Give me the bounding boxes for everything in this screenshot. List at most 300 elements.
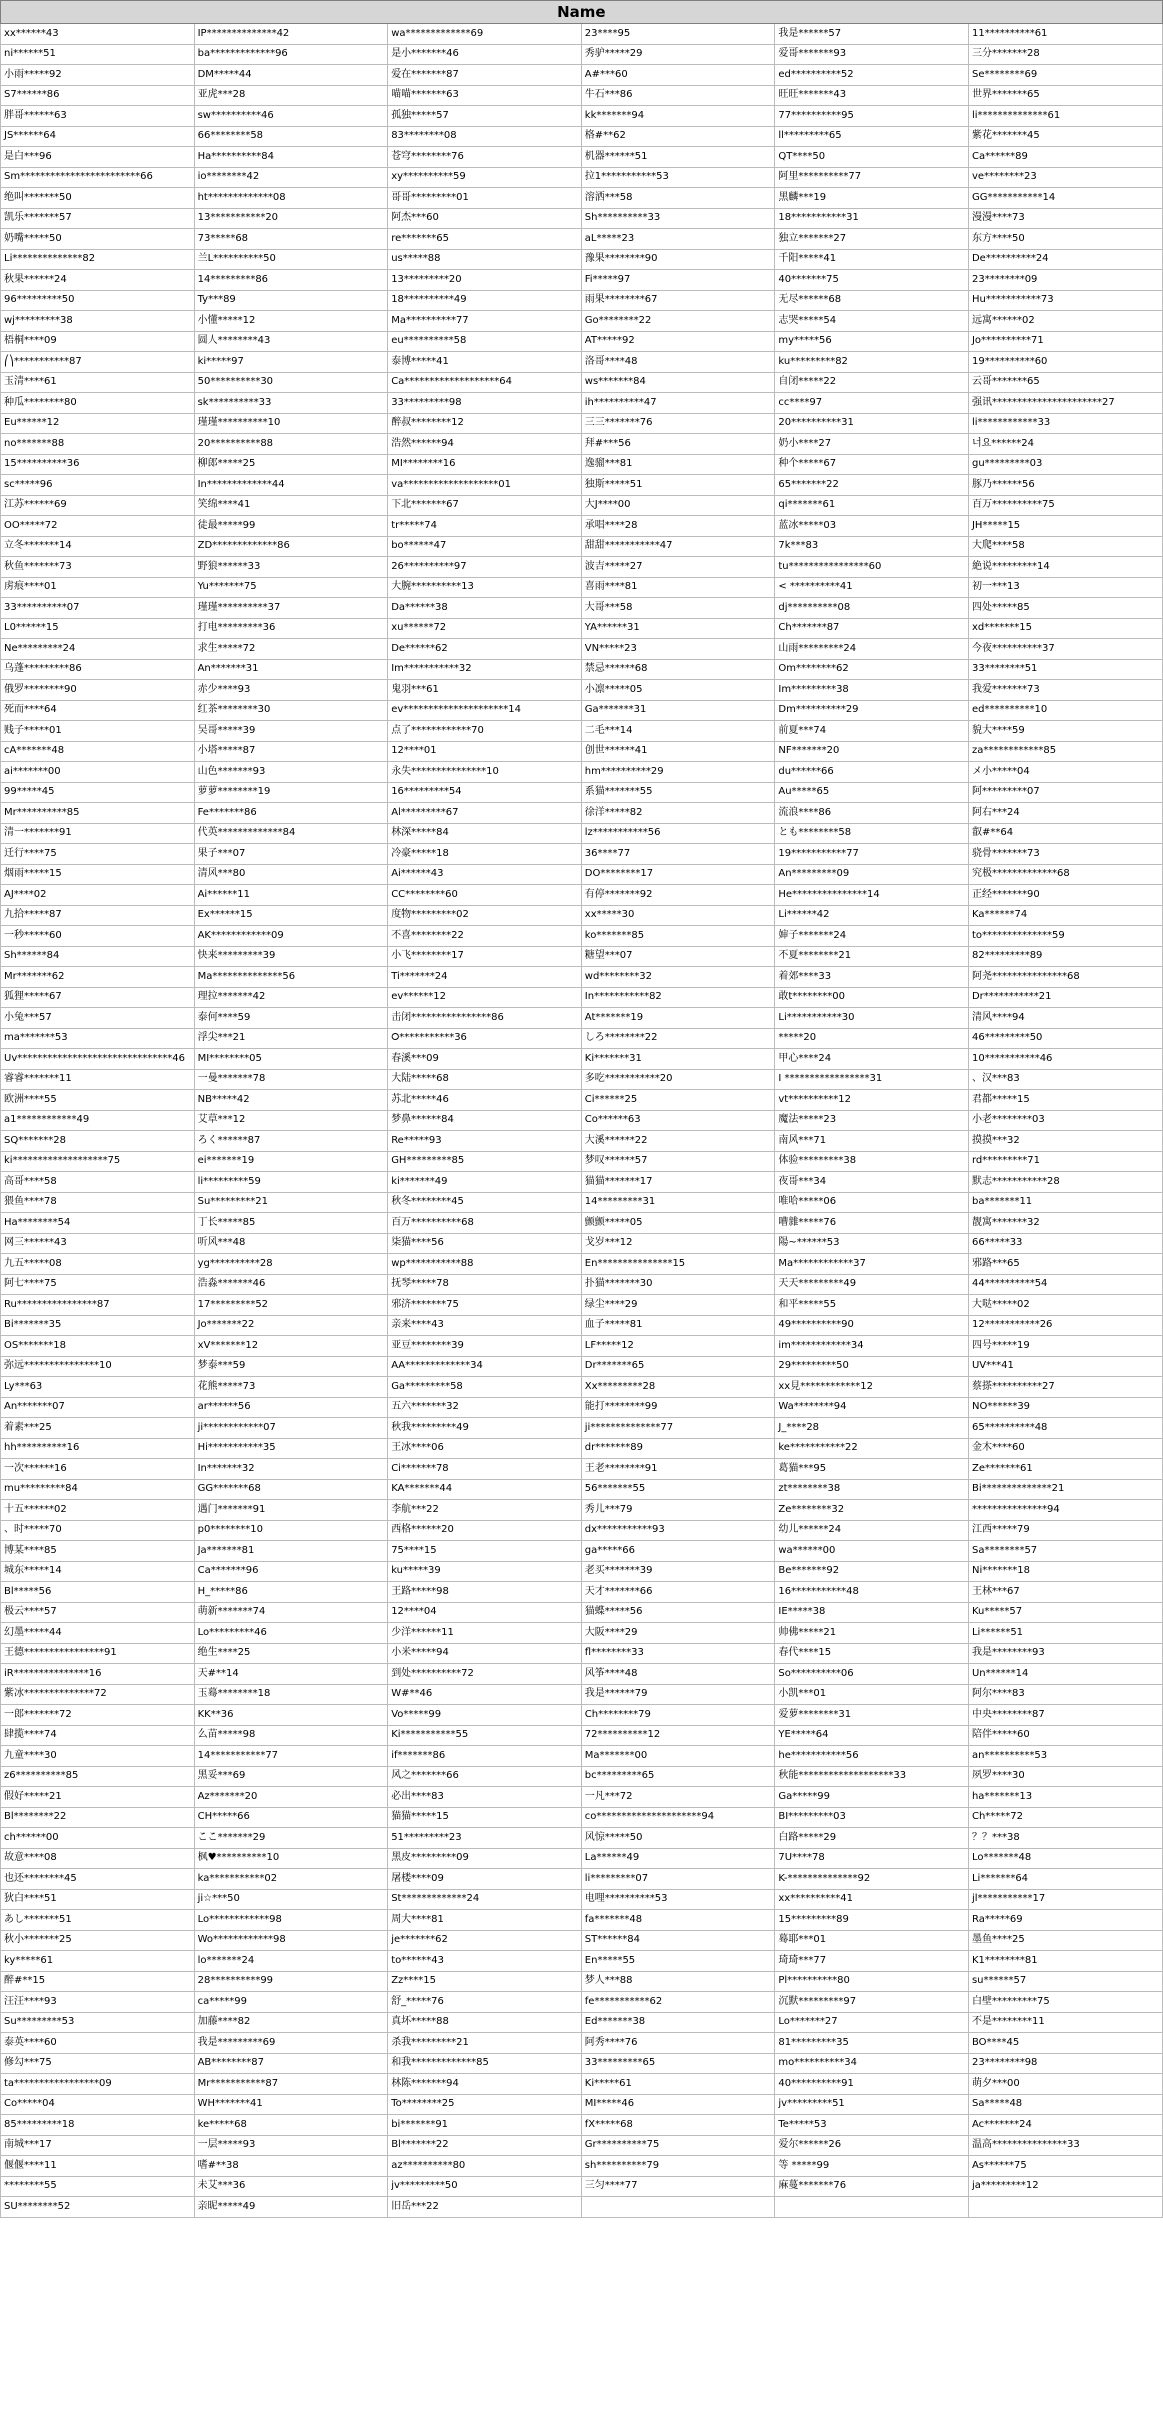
name-cell: xx見************12 <box>775 1377 969 1398</box>
name-cell: Sh******84 <box>1 946 195 967</box>
name-cell: 清风****94 <box>968 1008 1162 1029</box>
name-cell: 云哥*******65 <box>968 372 1162 393</box>
name-cell: mo**********34 <box>775 2053 969 2074</box>
name-cell: 大陆*****68 <box>388 1069 582 1090</box>
name-cell: Ha********54 <box>1 1213 195 1234</box>
table-row <box>1 331 1163 352</box>
table-row <box>1 1971 1163 1992</box>
name-cell: 83********08 <box>388 126 582 147</box>
name-cell: ga*****66 <box>581 1541 775 1562</box>
name-cell: 秀驴*****29 <box>581 44 775 65</box>
name-cell: 独立*******27 <box>775 229 969 250</box>
name-cell: 唯哈*****06 <box>775 1192 969 1213</box>
name-cell: Ga*******31 <box>581 700 775 721</box>
name-cell: 葛猫***95 <box>775 1459 969 1480</box>
name-cell: 56*******55 <box>581 1479 775 1500</box>
name-cell: ba*************96 <box>194 44 388 65</box>
name-cell: 16*********54 <box>388 782 582 803</box>
name-cell: 75****15 <box>388 1541 582 1562</box>
name-cell: 风惊*****50 <box>581 1828 775 1849</box>
name-cell: my*****56 <box>775 331 969 352</box>
name-cell: 风筝****48 <box>581 1664 775 1685</box>
name-cell: 清风***80 <box>194 864 388 885</box>
name-cell: 中央********87 <box>968 1705 1162 1726</box>
name-cell: 王老********91 <box>581 1459 775 1480</box>
name-cell: xx******43 <box>1 24 195 45</box>
name-cell: Bl*******22 <box>388 2135 582 2156</box>
table-row <box>1 1520 1163 1541</box>
name-cell: GG***********14 <box>968 188 1162 209</box>
table-row <box>1 2074 1163 2095</box>
name-cell: Sh**********33 <box>581 208 775 229</box>
name-cell: 喵喵*******63 <box>388 85 582 106</box>
name-cell: qi*******61 <box>775 495 969 516</box>
name-cell: Jo**********71 <box>968 331 1162 352</box>
table-row <box>1 1233 1163 1254</box>
name-cell: 沉默*********97 <box>775 1992 969 2013</box>
name-cell: 7U****78 <box>775 1848 969 1869</box>
name-cell: De******62 <box>388 639 582 660</box>
name-cell: 秋能*******************33 <box>775 1766 969 1787</box>
name-cell: *****20 <box>775 1028 969 1049</box>
name-cell: 梧桐****09 <box>1 331 195 352</box>
table-row <box>1 2053 1163 2074</box>
name-cell: Ai******43 <box>388 864 582 885</box>
name-cell: 骁骨*******73 <box>968 844 1162 865</box>
name-cell: Ti*******24 <box>388 967 582 988</box>
name-cell: 风之*******66 <box>388 1766 582 1787</box>
name-cell: ai*******00 <box>1 762 195 783</box>
name-cell: Im*********38 <box>775 680 969 701</box>
name-cell: no*******88 <box>1 434 195 455</box>
name-cell: xd*******15 <box>968 618 1162 639</box>
name-cell: MI********05 <box>194 1049 388 1070</box>
name-cell: 29*********50 <box>775 1356 969 1377</box>
table-row <box>1 2135 1163 2156</box>
table-row <box>1 1848 1163 1869</box>
name-cell: 幼儿******24 <box>775 1520 969 1541</box>
name-cell: 野狼******33 <box>194 557 388 578</box>
name-cell: Ga*****99 <box>775 1787 969 1808</box>
name-cell: 必出****83 <box>388 1787 582 1808</box>
name-cell: bi*******91 <box>388 2115 582 2136</box>
name-cell: xu******72 <box>388 618 582 639</box>
name-cell: 醉#**15 <box>1 1971 195 1992</box>
name-cell: 亲来****43 <box>388 1315 582 1336</box>
name-cell: 小老********03 <box>968 1110 1162 1131</box>
name-cell: ⎛⎞***********87 <box>1 352 195 373</box>
name-cell: 电哩**********53 <box>581 1889 775 1910</box>
table-row <box>1 249 1163 270</box>
name-cell: St*************24 <box>388 1889 582 1910</box>
name-cell: IE*****38 <box>775 1602 969 1623</box>
name-cell: 甲心****24 <box>775 1049 969 1070</box>
name-cell: 19***********77 <box>775 844 969 865</box>
table-row <box>1 106 1163 127</box>
table-row <box>1 126 1163 147</box>
name-cell: As******75 <box>968 2156 1162 2177</box>
table-row <box>1 1438 1163 1459</box>
table-row <box>1 24 1163 45</box>
name-cell: 邪路***65 <box>968 1254 1162 1275</box>
name-cell: Zz****15 <box>388 1971 582 1992</box>
table-row <box>1 844 1163 865</box>
name-cell: ⭘***********36 <box>388 1028 582 1049</box>
table-row <box>1 680 1163 701</box>
name-cell: bo******47 <box>388 536 582 557</box>
name-cell: 欧洲****55 <box>1 1090 195 1111</box>
name-cell: CH*****66 <box>194 1807 388 1828</box>
table-row <box>1 803 1163 824</box>
name-cell: 50**********30 <box>194 372 388 393</box>
name-cell: K-**************92 <box>775 1869 969 1890</box>
name-cell: az**********80 <box>388 2156 582 2177</box>
table-row <box>1 557 1163 578</box>
name-cell: L0******15 <box>1 618 195 639</box>
name-cell: ji************07 <box>194 1418 388 1439</box>
name-cell: kk*******94 <box>581 106 775 127</box>
name-cell: 戈岁***12 <box>581 1233 775 1254</box>
name-cell: 雨果********67 <box>581 290 775 311</box>
name-cell: 初一***13 <box>968 577 1162 598</box>
name-cell: 千阳*****41 <box>775 249 969 270</box>
name-cell: 立冬*******14 <box>1 536 195 557</box>
name-cell: 不是********11 <box>968 2012 1162 2033</box>
name-cell: 黑妥***69 <box>194 1766 388 1787</box>
name-cell: 20**********31 <box>775 413 969 434</box>
name-cell: ja*********12 <box>968 2176 1162 2197</box>
name-cell: 假好*****21 <box>1 1787 195 1808</box>
name-cell: Ga*********58 <box>388 1377 582 1398</box>
table-row <box>1 352 1163 373</box>
name-cell: Ra*****69 <box>968 1910 1162 1931</box>
name-cell: Wo************98 <box>194 1930 388 1951</box>
table-row <box>1 1910 1163 1931</box>
name-cell: 艾草***12 <box>194 1110 388 1131</box>
name-cell: 遇门*******91 <box>194 1500 388 1521</box>
name-cell: 小懂*****12 <box>194 311 388 332</box>
name-cell: ws*******84 <box>581 372 775 393</box>
name-cell: 五六*******32 <box>388 1397 582 1418</box>
table-row <box>1 1807 1163 1828</box>
name-cell: ji☆***50 <box>194 1889 388 1910</box>
name-cell: En***************15 <box>581 1254 775 1275</box>
name-cell: Vo*****99 <box>388 1705 582 1726</box>
name-cell: ********55 <box>1 2176 195 2197</box>
name-cell: Li*******64 <box>968 1869 1162 1890</box>
table-row <box>1 434 1163 455</box>
name-cell: ZD*************86 <box>194 536 388 557</box>
name-cell: 乌蓬*********86 <box>1 659 195 680</box>
name-cell: 77**********95 <box>775 106 969 127</box>
name-cell: Eu******12 <box>1 413 195 434</box>
name-cell: sk**********33 <box>194 393 388 414</box>
name-cell: 着素***25 <box>1 1418 195 1439</box>
name-cell: cA*******48 <box>1 741 195 762</box>
name-cell: AJ****02 <box>1 885 195 906</box>
name-cell: Ed*******38 <box>581 2012 775 2033</box>
name-cell: 15*********89 <box>775 1910 969 1931</box>
name-cell: 三三*******76 <box>581 413 775 434</box>
name-cell <box>775 2197 969 2218</box>
name-cell: re*******65 <box>388 229 582 250</box>
name-cell: 迁行****75 <box>1 844 195 865</box>
name-cell: 旺旺*******43 <box>775 85 969 106</box>
name-cell: Ru****************87 <box>1 1295 195 1316</box>
name-cell: 嗜#**38 <box>194 2156 388 2177</box>
name-cell: 13*********20 <box>388 270 582 291</box>
name-cell: 7k***83 <box>775 536 969 557</box>
table-row <box>1 1008 1163 1029</box>
name-cell: An*********09 <box>775 864 969 885</box>
name-cell: 爱哥*******93 <box>775 44 969 65</box>
name-cell: 大阪****29 <box>581 1623 775 1644</box>
name-cell: 徒最*****99 <box>194 516 388 537</box>
name-cell: 敢t********00 <box>775 987 969 1008</box>
name-cell: 瑾瑾**********10 <box>194 413 388 434</box>
name-cell: Ki***********55 <box>388 1725 582 1746</box>
name-cell: 山色*******93 <box>194 762 388 783</box>
name-cell: an**********53 <box>968 1746 1162 1767</box>
name-cell: K1********81 <box>968 1951 1162 1972</box>
name-cell: 秋小*******25 <box>1 1930 195 1951</box>
name-cell: 、时*****70 <box>1 1520 195 1541</box>
name-cell: 未艾***36 <box>194 2176 388 2197</box>
name-cell: 牛石***86 <box>581 85 775 106</box>
name-cell: jl***********17 <box>968 1889 1162 1910</box>
name-cell: So**********06 <box>775 1664 969 1685</box>
table-row <box>1 516 1163 537</box>
name-cell: 肆揽****74 <box>1 1725 195 1746</box>
name-cell: 兰L**********50 <box>194 249 388 270</box>
table-row <box>1 1397 1163 1418</box>
table-row <box>1 454 1163 475</box>
name-cell: Au*****65 <box>775 782 969 803</box>
name-cell: NB*****42 <box>194 1090 388 1111</box>
name-cell: 小凛*****05 <box>581 680 775 701</box>
name-cell: 黑皮*********09 <box>388 1848 582 1869</box>
name-cell: 靓寓*******32 <box>968 1213 1162 1234</box>
table-row <box>1 475 1163 496</box>
name-cell: At*******19 <box>581 1008 775 1029</box>
name-cell: 秀儿***79 <box>581 1500 775 1521</box>
name-cell: 梦泰***59 <box>194 1356 388 1377</box>
name-cell: 徐洋*****82 <box>581 803 775 824</box>
name-cell: 前夏***74 <box>775 721 969 742</box>
name-cell: H_*****86 <box>194 1582 388 1603</box>
name-cell: NF*******20 <box>775 741 969 762</box>
name-cell: 66*****33 <box>968 1233 1162 1254</box>
name-cell: 究极*************68 <box>968 864 1162 885</box>
name-cell: 抚琴*****78 <box>388 1274 582 1295</box>
name-cell: 絶说*********14 <box>968 557 1162 578</box>
table-row <box>1 1869 1163 1890</box>
name-cell: < **********41 <box>775 577 969 598</box>
name-cell: 洛哥****48 <box>581 352 775 373</box>
name-cell: 波吉*****27 <box>581 557 775 578</box>
name-cell: eu**********58 <box>388 331 582 352</box>
name-cell: va*******************01 <box>388 475 582 496</box>
name-cell: 颤颤*****05 <box>581 1213 775 1234</box>
name-cell: wa******00 <box>775 1541 969 1562</box>
name-cell: 九童****30 <box>1 1746 195 1767</box>
name-cell: 吴哥*****39 <box>194 721 388 742</box>
name-cell: 梦人***88 <box>581 1971 775 1992</box>
name-cell: 笑绵****41 <box>194 495 388 516</box>
name-cell: 和平*****55 <box>775 1295 969 1316</box>
name-cell: An*******31 <box>194 659 388 680</box>
name-cell: SQ*******28 <box>1 1131 195 1152</box>
name-cell: je*******62 <box>388 1930 582 1951</box>
name-cell: 王路*****98 <box>388 1582 582 1603</box>
name-cell: Bl*****56 <box>1 1582 195 1603</box>
name-cell: 绝生****25 <box>194 1643 388 1664</box>
name-cell: 秋鱼*******73 <box>1 557 195 578</box>
name-cell: ky*****61 <box>1 1951 195 1972</box>
name-cell: 帅佛*****21 <box>775 1623 969 1644</box>
name-cell: 机器******51 <box>581 147 775 168</box>
table-row <box>1 2176 1163 2197</box>
name-cell: io********42 <box>194 167 388 188</box>
name-cell: 花熊*****73 <box>194 1377 388 1398</box>
name-cell: 三匀****77 <box>581 2176 775 2197</box>
name-cell: 秋我*********49 <box>388 1418 582 1439</box>
name-cell: ih**********47 <box>581 393 775 414</box>
name-cell: 阿尔****83 <box>968 1684 1162 1705</box>
name-cell <box>581 2197 775 2218</box>
name-cell: In***********82 <box>581 987 775 1008</box>
table-row <box>1 44 1163 65</box>
table-row <box>1 1725 1163 1746</box>
name-cell: 绿尘****29 <box>581 1295 775 1316</box>
table-row <box>1 188 1163 209</box>
name-cell: 是白***96 <box>1 147 195 168</box>
name-cell: 不夏********21 <box>775 946 969 967</box>
name-cell: A#***60 <box>581 65 775 86</box>
name-cell: Ty***89 <box>194 290 388 311</box>
name-cell: ed**********10 <box>968 700 1162 721</box>
name-cell: 阿杰***60 <box>388 208 582 229</box>
name-cell: 小塔*****87 <box>194 741 388 762</box>
name-cell: fe***********62 <box>581 1992 775 2013</box>
name-cell: Su*********21 <box>194 1192 388 1213</box>
name-cell: I *****************31 <box>775 1069 969 1090</box>
name-cell: wj*********38 <box>1 311 195 332</box>
name-cell: 今夜**********37 <box>968 639 1162 660</box>
name-cell: 浮尖***21 <box>194 1028 388 1049</box>
name-cell: 烟雨*****15 <box>1 864 195 885</box>
name-cell: 永失***************10 <box>388 762 582 783</box>
name-cell: 二毛***14 <box>581 721 775 742</box>
name-cell: xx*****30 <box>581 905 775 926</box>
name-cell: dj**********08 <box>775 598 969 619</box>
name-cell: mu*********84 <box>1 1479 195 1500</box>
table-row <box>1 741 1163 762</box>
table-row <box>1 1459 1163 1480</box>
name-cell: Li**************82 <box>1 249 195 270</box>
name-cell: AB********87 <box>194 2053 388 2074</box>
name-cell: Hi***********35 <box>194 1438 388 1459</box>
name-cell: MI********16 <box>388 454 582 475</box>
table-row <box>1 1746 1163 1767</box>
table-row <box>1 700 1163 721</box>
name-cell: 弥远***************10 <box>1 1356 195 1377</box>
name-cell: Ha**********84 <box>194 147 388 168</box>
name-cell: 我是******57 <box>775 24 969 45</box>
name-cell: 49**********90 <box>775 1315 969 1336</box>
name-cell: 天天*********49 <box>775 1274 969 1295</box>
name-cell: 33********51 <box>968 659 1162 680</box>
table-row <box>1 1049 1163 1070</box>
name-cell: 柳郎*****25 <box>194 454 388 475</box>
table-row <box>1 946 1163 967</box>
table-row <box>1 1684 1163 1705</box>
name-cell: wa*************69 <box>388 24 582 45</box>
name-cell: su******57 <box>968 1971 1162 1992</box>
name-cell: he***********56 <box>775 1746 969 1767</box>
name-cell: 少洋******11 <box>388 1623 582 1644</box>
name-cell: MI*****46 <box>581 2094 775 2115</box>
name-cell: iR***************16 <box>1 1664 195 1685</box>
name-cell: YE*****64 <box>775 1725 969 1746</box>
name-cell: W#**46 <box>388 1684 582 1705</box>
name-cell: Yu*******75 <box>194 577 388 598</box>
name-cell: xx**********41 <box>775 1889 969 1910</box>
name-cell: Mr***********87 <box>194 2074 388 2095</box>
header-row <box>1 1 1163 24</box>
name-cell: co*********************94 <box>581 1807 775 1828</box>
name-cell: SU********52 <box>1 2197 195 2218</box>
name-cell: 白壁*********75 <box>968 1992 1162 2013</box>
name-cell: 击闭****************86 <box>388 1008 582 1029</box>
name-cell: 城东*****14 <box>1 1561 195 1582</box>
name-cell: 体验*********38 <box>775 1151 969 1172</box>
name-cell: 默志***********28 <box>968 1172 1162 1193</box>
name-cell: ar******56 <box>194 1397 388 1418</box>
name-cell: jv*********51 <box>775 2094 969 2115</box>
name-cell: IP**************42 <box>194 24 388 45</box>
name-cell: Ac*******24 <box>968 2115 1162 2136</box>
name-cell: 贱子*****01 <box>1 721 195 742</box>
name-cell: 大腕**********13 <box>388 577 582 598</box>
name-cell: 赤少****93 <box>194 680 388 701</box>
name-cell: ba*******11 <box>968 1192 1162 1213</box>
name-cell: 鬼羽***61 <box>388 680 582 701</box>
name-cell: Bi*******35 <box>1 1315 195 1336</box>
name-cell: Uv*******************************46 <box>1 1049 195 1070</box>
name-cell: Ca******89 <box>968 147 1162 168</box>
name-cell: 春代****15 <box>775 1643 969 1664</box>
name-cell: De**********24 <box>968 249 1162 270</box>
name-cell: dr*******89 <box>581 1438 775 1459</box>
table-row <box>1 1951 1163 1972</box>
name-cell: 邪济*******75 <box>388 1295 582 1316</box>
table-row <box>1 2197 1163 2218</box>
name-cell: DM*****44 <box>194 65 388 86</box>
name-cell: ki*******49 <box>388 1172 582 1193</box>
name-cell: 紫冰**************72 <box>1 1684 195 1705</box>
name-cell: 不喜********22 <box>388 926 582 947</box>
name-cell: 小兔***57 <box>1 1008 195 1029</box>
name-cell: 汪汪****93 <box>1 1992 195 2013</box>
name-cell: ni******51 <box>1 44 195 65</box>
name-cell: 大爬****58 <box>968 536 1162 557</box>
name-cell: 蓝冰*****03 <box>775 516 969 537</box>
name-cell: しろ********22 <box>581 1028 775 1049</box>
name-cell: sw**********46 <box>194 106 388 127</box>
table-row <box>1 823 1163 844</box>
name-cell: 下北*******67 <box>388 495 582 516</box>
